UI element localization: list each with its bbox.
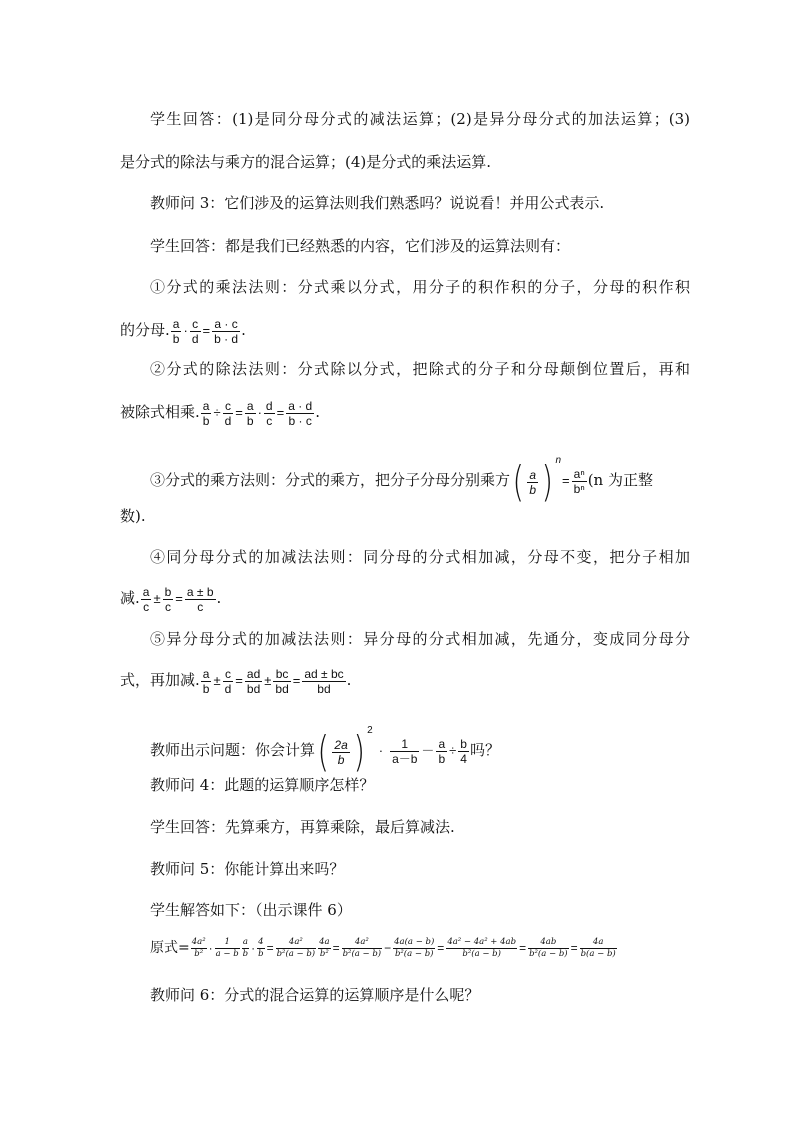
rule5-line1: ⑤异分母分式的加减法法则：异分母的分式相加减，先通分，变成同分母分	[150, 630, 690, 648]
fraction: $\frac{\text{4a² − 4a² + 4ab}}{\text{b²(a − b)}}$	[447, 936, 517, 959]
fraction: $\frac{c}{d}$	[224, 666, 232, 696]
fraction: $\frac{4a}{\text{b²}}$	[319, 936, 330, 959]
fraction: $\frac{\text{4a²}}{\text{b²(a − b)}}$	[342, 936, 382, 959]
problem-lead: 教师出示问题：你会计算	[150, 741, 316, 759]
teacher-question-6: 教师问 6：分式的混合运算的运算顺序是什么呢？	[150, 986, 480, 1004]
rule1-line1: ①分式的乘法法则：分式乘以分式，用分子的积作积的分子，分母的积作积	[150, 278, 690, 296]
fraction: $\frac{\text{4a²}}{\text{b²}}$	[191, 936, 206, 959]
fraction: $\frac{a}{c}$	[142, 584, 150, 614]
fraction: $\frac{c}{d}$	[191, 316, 199, 346]
fraction: $\frac{\text{4a²}}{\text{b²(a − b)}}$	[276, 936, 316, 959]
fraction: $\frac{a}{b}$	[202, 398, 210, 428]
rule5-lead: 式，再加减.	[120, 671, 200, 689]
rule2-formula-line: 被除式相乘. $\frac{a}{b}$ ÷ $\frac{c}{d}$ = $\frac{a}{b}$ · $\frac{d}{c}$ = $\frac{a \cdot d}{b \cdot c}$ .	[120, 398, 320, 428]
fraction: $\frac{a \cdot c}{b \cdot d}$	[214, 316, 239, 346]
fraction: $\frac{b}{4}$	[460, 736, 467, 766]
teacher-question-5: 教师问 5：你能计算出来吗？	[150, 860, 345, 878]
rule3-line2: 数).	[120, 507, 146, 525]
solution-lead: 原式=	[150, 940, 190, 956]
fraction: $\frac{a}{b}$	[438, 736, 446, 766]
rule1-lead: 的分母.	[120, 321, 170, 339]
student-answer-3: 学生回答：都是我们已经熟悉的内容，它们涉及的运算法则有：	[150, 237, 571, 255]
solution-line: 原式= $\frac{\text{4a²}}{\text{b²}}$ · $\frac{1}{a - b}$ $\frac{a}{b}$ · $\frac{4}{b}$ = $\frac{\text{4a²}}{\text{b²(a − b)}}$ $\frac{4a}{\text{b²}}$ = $\frac{\text{4a²}}{\text{b²(a − b)}}$ − $\frac{4a(a - b)}{\text{b²(a − b)}}$ = $\frac{\text{4a² − 4a² + 4ab}}{\text{b²(a − b)}}$ = $\frac{4ab}{\text{b²(a − b)}}$ = $\frac{4a}{b(a - b)}$	[150, 936, 616, 959]
rule1-formula-line: 的分母. $\frac{a}{b}$ · $\frac{c}{d}$ = $\frac{a \cdot c}{b \cdot d}$ .	[120, 316, 246, 346]
power-expression: ( $\frac{a}{b}$ )	[512, 457, 554, 506]
fraction: $\frac{1}{a - b}$	[215, 936, 239, 959]
fraction: $\frac{a}{b}$	[172, 316, 180, 346]
teacher-question-3: 教师问 3：它们涉及的运算法则我们熟悉吗？说说看！并用公式表示.	[150, 194, 605, 212]
student-answer-5: 学生解答如下：（出示课件 6）	[150, 901, 352, 919]
fraction: $\frac{ad \pm bc}{bd}$	[304, 666, 344, 696]
fraction: $\frac{4a}{b(a - b)}$	[580, 936, 616, 959]
fraction: $\frac{a \cdot d}{b \cdot c}$	[288, 398, 313, 428]
fraction: $\frac{4ab}{\text{b²(a − b)}}$	[529, 936, 568, 959]
fraction: $\frac{\text{aⁿ}}{\text{bⁿ}}$	[573, 466, 585, 496]
fraction: $\frac{a \pm b}{c}$	[186, 584, 214, 614]
rule3-formula-line: ③分式的乘方法则：分式的乘方，把分子分母分别乘方( $\frac{a}{b}$ ) $^n$= $\frac{\text{aⁿ}}{\text{bⁿ}}$ (n 为正整	[150, 455, 653, 506]
rule3-tail: (n 为正整	[587, 471, 653, 489]
teacher-question-4: 教师问 4：此题的运算顺序怎样？	[150, 776, 375, 794]
fraction: $\frac{b}{c}$	[164, 584, 172, 614]
rule5-formula-line: 式，再加减. $\frac{a}{b}$ ± $\frac{c}{d}$ = $\frac{ad}{bd}$ ± $\frac{bc}{bd}$ = $\frac{ad \pm bc}{bd}$ .	[120, 666, 352, 696]
fraction: $\frac{4a(a - b)}{\text{b²(a − b)}}$	[394, 936, 435, 959]
rule3-lead: ③分式的乘方法则：分式的乘方，把分子分母分别乘方	[150, 471, 511, 489]
rule2-lead: 被除式相乘.	[120, 403, 200, 421]
problem-line: 教师出示问题：你会计算( $\frac{2a}{b}$ ) $^2$· $\frac{1}{a-b}$ － $\frac{a}{b}$ ÷ $\frac{b}{4}$ 吗？	[150, 725, 500, 776]
fraction: $\frac{a}{b}$	[246, 398, 254, 428]
power-expression: ( $\frac{2a}{b}$ )	[317, 727, 365, 776]
rule4-line1: ④同分母分式的加减法法则：同分母的分式相加减，分母不变，把分子相加	[150, 548, 690, 566]
fraction: $\frac{bc}{bd}$	[275, 666, 289, 696]
answer-paragraph-line1: 学生回答：(1)是同分母分式的减法运算；(2)是异分母分式的加法运算；(3)	[150, 110, 690, 128]
answer-paragraph-line2: 是分式的除法与乘方的混合运算；(4)是分式的乘法运算.	[120, 153, 492, 171]
rule4-lead: 减.	[120, 589, 140, 607]
rule2-line1: ②分式的除法法则：分式除以分式，把除式的分子和分母颠倒位置后，再和	[150, 360, 690, 378]
fraction: $\frac{4}{b}$	[258, 936, 264, 959]
student-answer-4: 学生回答：先算乘方，再算乘除，最后算减法.	[150, 818, 455, 836]
fraction: $\frac{d}{c}$	[265, 398, 273, 428]
fraction: $\frac{c}{d}$	[224, 398, 232, 428]
rule4-formula-line: 减. $\frac{a}{c}$ ± $\frac{b}{c}$ = $\frac{a \pm b}{c}$ .	[120, 584, 222, 614]
fraction: $\frac{1}{a-b}$	[392, 736, 418, 766]
fraction: $\frac{a}{b}$	[242, 936, 249, 959]
fraction: $\frac{a}{b}$	[202, 666, 210, 696]
fraction: $\frac{ad}{bd}$	[246, 666, 261, 696]
